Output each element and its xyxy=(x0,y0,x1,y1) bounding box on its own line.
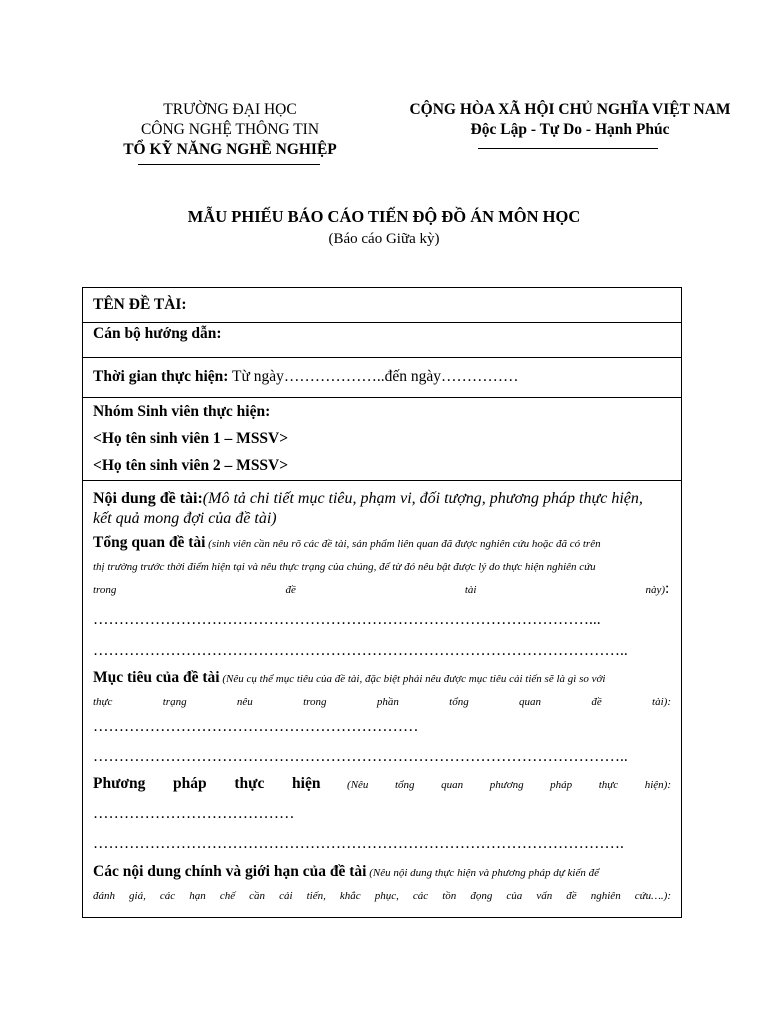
country-name: CỘNG HÒA XÃ HỘI CHỦ NGHĨA VIỆT NAM xyxy=(409,101,731,118)
student-group-row xyxy=(83,398,681,481)
overview-desc-2: thị trường trước thời điểm hiện tại và nêu thực trạng của chúng, để từ đó nêu bật được lý do thực hiện nghiên cứu xyxy=(93,561,596,573)
national-motto: Độc Lập - Tự Do - Hạnh Phúc xyxy=(470,121,670,138)
student-1: <Họ tên sinh viên 1 – MSSV> xyxy=(93,430,289,447)
method-label: Phương pháp thực hiện xyxy=(93,775,321,792)
overview-desc-3-line xyxy=(93,579,671,600)
overview-desc-1: (sinh viên cần nêu rõ các đề tài, sản phẩm liên quan đã được nghiên cứu hoặc đã có trên xyxy=(205,538,601,550)
objective-heading xyxy=(93,668,671,689)
group-label: Nhóm Sinh viên thực hiện: xyxy=(93,403,271,420)
university-name: TRƯỜNG ĐẠI HỌC xyxy=(163,101,297,118)
report-form xyxy=(82,287,682,918)
objective-label: Mục tiêu của đề tài xyxy=(93,669,220,686)
objective-desc-2: thực trạng nêu trong phần tổng quan đề tài): xyxy=(93,696,671,708)
national-header xyxy=(390,100,750,140)
header-right-underline xyxy=(478,148,658,149)
time-label: Thời gian thực hiện: xyxy=(93,368,229,385)
topic-label: TÊN ĐỀ TÀI: xyxy=(93,296,187,313)
overview-colon: : xyxy=(665,580,670,597)
content-heading xyxy=(93,489,671,509)
main-content-desc-2: đánh giá, các hạn chế cần cải tiến, khắc phục, các tồn đọng của vấn đề nghiên cứu….): xyxy=(93,890,671,902)
document-subtitle: (Báo cáo Giữa kỳ) xyxy=(328,231,440,247)
student-2: <Họ tên sinh viên 2 – MSSV> xyxy=(93,457,289,474)
time-line xyxy=(93,367,671,387)
faculty-name: CÔNG NGHỆ THÔNG TIN xyxy=(140,121,320,138)
main-content-label: Các nội dung chính và giới hạn của đề tài xyxy=(93,863,367,880)
content-label: Nội dung đề tài: xyxy=(93,490,203,507)
main-content-heading xyxy=(93,862,671,883)
main-content-desc-1: (Nêu nội dung thực hiện và phương pháp dự kiến để xyxy=(366,867,599,879)
document-title: MẪU PHIẾU BÁO CÁO TIẾN ĐỘ ĐỒ ÁN MÔN HỌC xyxy=(187,207,581,226)
objective-desc-1: (Nêu cụ thể mục tiêu của đề tài, đặc biệt phải nêu được mục tiêu cải tiến sẽ là gì so với xyxy=(219,673,606,685)
content-row xyxy=(83,481,681,917)
time-value: Từ ngày………………..đến ngày…………… xyxy=(228,368,519,385)
header-left-underline xyxy=(138,164,320,165)
objective-dots-1: ……………………………………………………… xyxy=(93,718,419,735)
content-desc-2: kết quả mong đợi của đề tài) xyxy=(93,510,277,527)
overview-dots-2: ………………………………………………………………………………………….. xyxy=(93,642,628,659)
topic-row xyxy=(83,288,681,323)
method-desc: (Nêu tổng quan phương pháp thực hiện): xyxy=(320,779,672,791)
supervisor-label: Cán bộ hướng dẫn: xyxy=(93,325,222,342)
overview-label: Tổng quan đề tài xyxy=(93,534,206,551)
institution-header xyxy=(90,100,370,160)
overview-heading xyxy=(93,533,671,554)
overview-desc-3: trong đề tài này) xyxy=(93,584,665,596)
time-row xyxy=(83,358,681,398)
department-name: TỔ KỸ NĂNG NGHỀ NGHIỆP xyxy=(123,141,337,158)
supervisor-row xyxy=(83,323,681,358)
content-desc-1: (Mô tả chi tiết mục tiêu, phạm vi, đối tượng, phương pháp thực hiện, xyxy=(202,490,643,507)
objective-dots-2: ………………………………………………………………………………………….. xyxy=(93,748,628,765)
method-heading xyxy=(93,774,671,795)
method-dots-1: ………………………………… xyxy=(93,805,295,822)
overview-dots-1: ……………………………………………………………………………………... xyxy=(93,611,601,628)
method-dots-2: …………………………………………………………………………………………. xyxy=(93,835,624,852)
